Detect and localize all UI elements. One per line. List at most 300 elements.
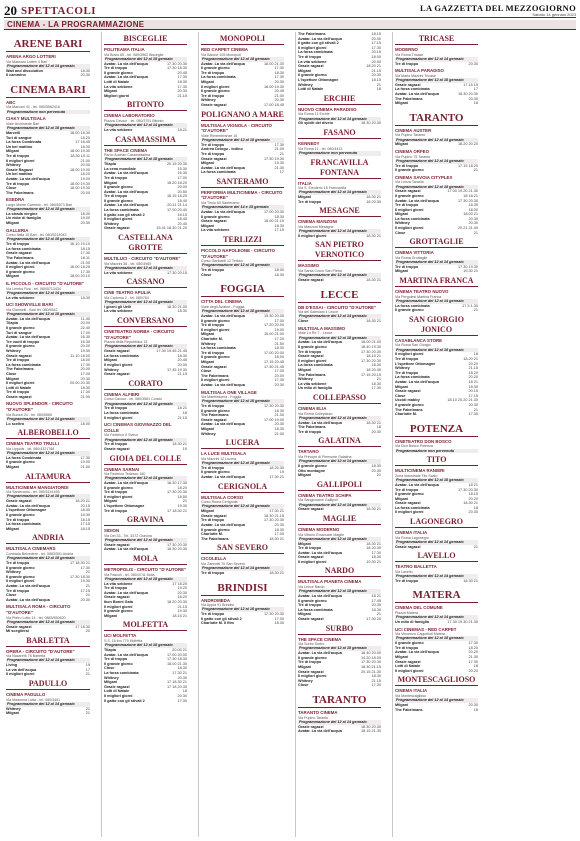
- program-dates: Programmazione del 12 al 14 gennaio: [298, 117, 381, 122]
- film-title: Living: [6, 663, 18, 668]
- film-times: 18.00 21.30: [263, 61, 284, 66]
- film-title: Il migliori giorni: [298, 233, 327, 238]
- film-title: Avatar. La via dell'acqua: [104, 547, 148, 552]
- film-title: Avatar. La via dell'acqua: [201, 165, 245, 170]
- film-title: Il grande giorno: [6, 574, 35, 579]
- cinema-address: Via Bovio 65 - tel. 080/3962 Bisceglie: [104, 52, 164, 57]
- film-title: Grazie ragazzi: [298, 278, 324, 283]
- film-title: Tre di troppo: [6, 181, 30, 186]
- film-times: 17.45: [371, 598, 381, 603]
- film-times: 19.30: [80, 348, 90, 353]
- city-heading: CINEMA BARI: [6, 84, 90, 98]
- film-title: Grazie ragazzi: [104, 595, 130, 600]
- film-title: Avatar. La via dell'acqua: [6, 335, 50, 340]
- film-title: Tre di troppo: [6, 153, 30, 158]
- film-times: 21: [473, 168, 478, 173]
- film-times: 18: [376, 87, 381, 92]
- film-title: Tre di troppo: [104, 406, 128, 411]
- film-title: La strada vergine: [6, 211, 38, 216]
- film-times: 17.30: [468, 412, 478, 417]
- film-row: [395, 510, 478, 515]
- film-times: 21: [85, 706, 90, 711]
- film-times: 20.00 21: [172, 647, 187, 652]
- film-title: Whitney: [298, 377, 313, 382]
- film-times: 17: [279, 170, 284, 175]
- film-title: Il migliori giorni: [298, 358, 327, 363]
- cinema-address: Via Appia 91 Brindisi: [201, 603, 234, 608]
- film-times: 17.15: [371, 41, 381, 46]
- film-title: Il migliori giorni: [104, 217, 133, 222]
- film-title: Grazie ragazzi: [298, 724, 324, 729]
- cinema-address: Piazza Matera: [395, 611, 418, 616]
- film-times: 18.00: [80, 211, 90, 216]
- film-title: Il migliori giorni: [6, 381, 35, 386]
- film-title: Il grande giorno: [201, 89, 230, 94]
- film-times: 18.30 21: [269, 570, 284, 575]
- film-title: The Fabelmans: [201, 413, 229, 418]
- film-title: Milgani: [6, 149, 20, 154]
- film-times: 17: [473, 87, 478, 92]
- film-title: La via dell'acqua: [6, 667, 37, 672]
- film-title: Tre di troppo: [104, 175, 128, 180]
- film-times: 17.30 20.30: [360, 349, 381, 354]
- film-title: Il grande giorno: [395, 402, 424, 407]
- film-title: Avatar. La via dell'acqua: [104, 652, 148, 657]
- film-times: 18.30: [274, 214, 284, 219]
- film-times: 20.30: [371, 603, 381, 608]
- film-times: 20.30: [80, 221, 90, 226]
- film-times: 18.30: [371, 555, 381, 560]
- film-row: [395, 231, 478, 236]
- film-times: 14.20 18.00: [360, 655, 381, 660]
- cinema-name: RED CARPET CINEMA: [201, 47, 249, 52]
- film-title: Il grande giorno: [6, 460, 35, 465]
- program-dates: Programmazione del 12 al 18 gennaio: [201, 607, 284, 612]
- film-times: 18.20: [80, 135, 90, 140]
- film-title: Avatar. La via dell'acqua: [298, 36, 342, 41]
- newspaper-title: LA GAZZETTA DEL MEZZOGIORNO: [419, 3, 576, 13]
- film-title: Close: [298, 319, 309, 324]
- film-title: Milgani: [201, 359, 215, 364]
- film-title: Avatar. La via dell'acqua: [395, 650, 439, 655]
- cinema-name: KENNEDY: [298, 140, 320, 146]
- film-title: Milgani: [298, 665, 312, 669]
- cinema-name: IL PICCOLO - CIRCUITO "D'AUTORE": [6, 281, 85, 286]
- cinema-name: MULTICINEMA MANGIATORDI: [6, 484, 69, 490]
- film-times: 17.00 19.00: [263, 417, 284, 422]
- film-title: L'ispettore Ottomagne: [6, 508, 47, 513]
- film-title: Il grande giorno: [6, 344, 35, 349]
- film-times: 18.30: [274, 527, 284, 532]
- city-heading: CORATO: [104, 379, 187, 390]
- film-times: 17.30 20.30: [166, 542, 187, 547]
- film-times: 18.00: [80, 421, 90, 426]
- city-heading: CERIGNOLA: [201, 482, 284, 493]
- film-title: The Fabelmans: [395, 707, 423, 712]
- film-title: Tre di troppo: [201, 142, 225, 147]
- film-times: 18.20: [177, 485, 187, 490]
- film-times: 17.30 20.30: [166, 490, 187, 495]
- film-row: [298, 560, 381, 565]
- film-title: L'ispettore Ottomagne: [104, 504, 145, 509]
- film-times: 20.30: [177, 675, 187, 680]
- film-times: 18 20.30: [366, 199, 381, 204]
- program-dates: Programmazione del 12 al 18 gennaio: [395, 478, 478, 483]
- film-title: Tre di troppo: [201, 612, 225, 617]
- film-title: Il grande giorno: [104, 485, 133, 490]
- film-title: Avatar. La via dell'acqua: [298, 729, 342, 734]
- film-title: Il grande giorno: [395, 641, 424, 646]
- film-times: 19.30: [80, 579, 90, 584]
- film-row: [6, 395, 90, 400]
- film-times: 20: [85, 629, 90, 634]
- film-title: The Fabelmans: [298, 425, 326, 430]
- cinema-address: Via Lippolis - tel. 080/4321788: [6, 446, 55, 451]
- film-title: Avatar. La via dell'acqua: [201, 61, 245, 66]
- film-title: Avatar. La via dell'acqua: [298, 340, 342, 345]
- film-times: 18.30: [80, 68, 90, 73]
- cinema-address: Via Roma Grottaglie: [395, 255, 428, 260]
- film-title: Tre di troppo: [6, 390, 30, 395]
- film-title: Avatar. La via dell'acqua: [395, 379, 439, 384]
- cinema-name: MULTISALA ROMA - CIRCUITO "D'AUTORE": [6, 604, 71, 615]
- film-times: 18.30: [371, 381, 381, 386]
- film-times: 17.15: [80, 588, 90, 593]
- cinema-address: S.S. 16 km 779 Molfetta: [104, 638, 143, 643]
- film-times: 20.30: [80, 597, 90, 602]
- film-title: Il grande giorno: [104, 661, 133, 666]
- film-title: Tre di troppo: [298, 429, 322, 434]
- cinema-address: Largo Monte Carmelo - tel. 080/5573 Bari: [6, 202, 73, 207]
- film-title: Il grande giorno: [298, 73, 327, 78]
- film-times: 18.30: [177, 309, 187, 314]
- film-title: Marcelli: [6, 130, 21, 135]
- film-times: 21: [376, 612, 381, 617]
- film-times: 20.20: [468, 361, 478, 366]
- cinema-name: CICOLELLA: [201, 556, 227, 562]
- film-times: 20.45: [177, 358, 187, 363]
- film-title: Milgani: [104, 89, 118, 94]
- film-title: Tre di troppo: [298, 660, 322, 665]
- film-title: Charlotte M.: [201, 336, 223, 341]
- film-title: Il migliori giorni: [298, 559, 327, 564]
- film-title: Tre di troppo: [201, 268, 225, 273]
- cinema-address: Viale Archimede Bari: [6, 121, 40, 126]
- cinema-address: Via Principe di Piemonte Galatina: [298, 454, 352, 459]
- film-times: 17.15 19: [463, 82, 478, 87]
- film-title: Whitney: [395, 221, 410, 226]
- cinema-name: CINEMA ITALIA: [395, 688, 428, 694]
- cinema-address: Viale Lo Re 7 - Lecce: [298, 331, 333, 336]
- film-title: Avatar. La via dell'acqua: [104, 171, 148, 176]
- film-title: The Fabelmans: [395, 407, 423, 412]
- film-times: 17.30 20.30: [263, 518, 284, 523]
- city-heading: SAN PIETRO VERNOTICO: [298, 240, 381, 261]
- film-title: Close: [6, 371, 17, 376]
- film-title: Grazie ragazzi: [6, 394, 32, 399]
- film-title: Wait and dissolution: [6, 68, 43, 73]
- cinema-name: MULTICINEMA RANIERI: [395, 468, 445, 474]
- cinema-name: CINETEATRO DON BOSCO: [395, 438, 452, 444]
- film-times: 16.30: [80, 339, 90, 344]
- film-times: 19.30: [177, 609, 187, 614]
- film-times: 18.30: [177, 353, 187, 358]
- film-title: Tre di troppo: [6, 517, 30, 522]
- city-heading: GRAVINA: [104, 515, 187, 526]
- film-title: La vita sebbene: [104, 309, 133, 314]
- film-title: Milgani: [395, 384, 409, 389]
- city-heading: FRANCAVILLA FONTANA: [298, 158, 381, 179]
- cinema-address: Via Lecce Nardo: [298, 585, 325, 590]
- film-title: Il migliori giorni: [104, 362, 133, 367]
- film-title: Tre di troppo: [104, 508, 128, 513]
- cinema-address: Via Giannelli - Bari tel. 080/5542: [6, 307, 58, 312]
- film-times: 17 18 20.30: [166, 684, 187, 689]
- film-times: 17.30: [371, 550, 381, 555]
- film-row: [298, 729, 381, 734]
- cinema-name: CINEMA SARNAI: [104, 466, 140, 472]
- film-row: [201, 273, 284, 278]
- program-dates: Programmazione del 12 al 14 gennaio: [298, 459, 381, 464]
- issue-date: Sabato 14 gennaio 2023: [532, 12, 576, 17]
- film-times: 19.30 21: [463, 269, 478, 274]
- cinema-address: Via Roma Tricase: [395, 52, 424, 57]
- film-title: Grazie ragazzi: [104, 372, 130, 377]
- cinema-name: TARANTO CINEMA: [298, 709, 338, 715]
- program-dates: Programmazione del 12 al 18 gennaio: [6, 237, 90, 242]
- film-times: 21.00: [274, 431, 284, 436]
- film-times: 18.00 19.30: [69, 149, 90, 154]
- film-title: The Fabelmans: [201, 373, 229, 378]
- film-title: Il gatto con gli stivali 2: [201, 616, 242, 621]
- cinema-name: CITTA DEL CINEMA: [201, 299, 242, 305]
- cinema-name: UCI CINEMAS - RED CARPET: [395, 626, 457, 632]
- film-title: Grazie ragazzi: [298, 64, 324, 69]
- film-times: 20.30: [371, 468, 381, 473]
- film-times: 16.15: [177, 212, 187, 217]
- program-dates: Programmazione del 12 al 18 gennaio: [104, 344, 187, 349]
- film-times: 17.30 20.30: [263, 404, 284, 409]
- film-times: 19: [85, 663, 90, 668]
- film-row: [6, 422, 90, 427]
- film-times: 20.30: [274, 422, 284, 427]
- film-times: 17.30 18.30: [166, 66, 187, 71]
- film-title: Milgani: [104, 358, 118, 363]
- cinema-address: Via Roma 11 - tel. 080/4413: [298, 146, 343, 151]
- city-heading: SAN GIORGIO JONICO: [395, 315, 478, 336]
- film-title: Milgani: [298, 541, 312, 546]
- film-times: 21.15: [177, 415, 187, 420]
- film-title: Il migliori giorni: [6, 265, 35, 270]
- program-dates: Programmazione del 12 al 14 gennaio: [298, 503, 381, 508]
- film-times: 18.00 21.00: [360, 340, 381, 345]
- film-times: 20.30: [468, 216, 478, 221]
- film-title: Milgani: [298, 612, 312, 617]
- film-title: Il migliori giorni: [104, 415, 133, 420]
- film-times: 18.00: [468, 207, 478, 212]
- cinema-address: Contrada Belvedere - tel. 0883/551 Andria: [6, 551, 74, 556]
- film-row: [201, 621, 284, 626]
- film-times: 17.00: [274, 616, 284, 621]
- film-row: [395, 620, 478, 625]
- film-row: [395, 62, 478, 67]
- city-heading: MATERA: [395, 589, 478, 603]
- cinema-address: Via Mario Mazzini Tricase: [395, 73, 436, 78]
- film-title: Tre di troppo: [201, 70, 225, 75]
- film-times: 20.00: [80, 190, 90, 195]
- film-times: 17.30 21.45: [263, 364, 284, 369]
- film-title: Tre di troppo: [201, 350, 225, 355]
- film-times: 18.30: [371, 363, 381, 368]
- film-title: Milgani: [6, 465, 20, 470]
- film-title: Whitney: [298, 678, 313, 683]
- film-times: 17: [85, 667, 90, 672]
- city-heading: MARTINA FRANCA: [395, 276, 478, 287]
- film-title: Avatar. La via dell'acqua: [201, 210, 245, 215]
- film-title: Tre di troppo: [6, 560, 30, 565]
- film-title: Uccidi mabby: [395, 398, 420, 403]
- film-times: 17.30 20.30: [360, 660, 381, 665]
- film-times: 17.45 19.30: [166, 367, 187, 372]
- program-dates: Programmazione del 12 al 14 gennaio: [6, 702, 90, 707]
- film-times: 17.15 20.45: [263, 359, 284, 364]
- film-title: The Fabelmans: [6, 190, 34, 195]
- film-row: [395, 101, 478, 106]
- film-times: 18.30: [274, 427, 284, 432]
- film-times: 17 18.30 21: [166, 680, 187, 685]
- film-title: Il grande giorno: [201, 355, 230, 360]
- cinema-name: CINEMA PADULLO: [6, 692, 46, 698]
- film-row: [6, 598, 90, 603]
- cinema-address: Viale Rimembranze 15: [201, 133, 238, 138]
- film-times: 20.30: [274, 98, 284, 103]
- city-heading: BITONTO: [104, 100, 187, 111]
- film-times: 19.30: [177, 504, 187, 509]
- film-title: La forza combinata: [104, 670, 139, 675]
- film-times: 17.30 20.15: [166, 270, 187, 275]
- city-heading: MOLA: [104, 554, 187, 565]
- city-heading: ERCHIE: [298, 94, 381, 105]
- film-title: Il grande giorno: [104, 198, 133, 203]
- listing-column: [392, 32, 480, 837]
- film-title: Milgani: [104, 180, 118, 185]
- cinema-name: CINEMA ORFEO: [395, 148, 429, 154]
- city-heading: GALLIPOLI: [298, 480, 381, 491]
- film-title: Tre di troppo: [395, 578, 419, 583]
- film-times: 20.30: [371, 73, 381, 78]
- film-title: Il grande giorno: [395, 168, 424, 173]
- film-times: 15.41 18.30 21.20: [156, 226, 187, 231]
- film-times: 20.15: [80, 503, 90, 508]
- film-title: La forza combinata: [6, 246, 41, 251]
- film-row: [104, 614, 187, 619]
- film-times: 17.15: [80, 522, 90, 527]
- film-title: Il migliori giorni: [104, 693, 133, 698]
- film-title: Il gatto con gli stivali 2: [298, 41, 339, 46]
- cinema-address: Via Madonna Lotta - tel. 080/3451: [6, 697, 61, 702]
- cinema-address: Via Mazzini 36 - tel. 080/4965: [104, 261, 152, 266]
- film-title: Close: [6, 593, 17, 598]
- film-times: 17.15: [468, 393, 478, 398]
- program-dates: Programmazione del 12 al 14 gennaio: [298, 229, 381, 234]
- film-title: La forza combinata: [298, 50, 333, 55]
- film-times: 18 21: [371, 594, 381, 599]
- film-title: Grazie ragazzi: [395, 82, 421, 87]
- film-times: 20.45: [177, 70, 187, 75]
- cinema-name: MULTISALA VIGNOLA - CIRCUITO "D'AUTORE": [201, 122, 272, 134]
- masthead: [4, 4, 576, 18]
- film-row: [201, 170, 284, 175]
- cinema-address: Via Manfredonia - Foggia: [201, 395, 242, 400]
- city-heading: MOLFETTA: [104, 620, 187, 631]
- program-dates: Programmazione del 12 al 14 gennaio: [6, 64, 90, 69]
- film-title: Tre di troppo: [201, 93, 225, 98]
- city-heading: CONVERSANO: [104, 316, 187, 327]
- city-heading: CASAMASSIMA: [104, 135, 187, 146]
- film-times: 18: [376, 425, 381, 430]
- film-title: Il migliori giorni: [395, 510, 424, 515]
- film-times: 20.21 21.40: [457, 226, 478, 231]
- film-title: Il migliori giorni: [201, 84, 230, 89]
- cinema-address: Via Vittorio Emanuele Maglie: [298, 532, 345, 537]
- film-times: 21.15: [177, 93, 187, 98]
- film-times: 15.20 18.20: [166, 180, 187, 185]
- program-dates: Programmazione del 12 al 18 gennaio: [395, 348, 478, 353]
- cinema-name: POLITEAMA ITALIA: [104, 47, 145, 52]
- listing-column: [198, 32, 286, 837]
- program-dates: Programmazione del 12 al 18 gennaio: [6, 207, 90, 212]
- film-title: Avatar. La via dell'acqua: [201, 475, 245, 480]
- film-times: 20.30: [468, 61, 478, 66]
- film-times: 17.00 20.00: [263, 350, 284, 355]
- film-title: Close: [6, 186, 17, 191]
- film-row: [104, 271, 187, 276]
- film-row: [6, 629, 90, 634]
- film-times: 21: [473, 230, 478, 235]
- listing-column: [101, 32, 189, 837]
- film-title: The Fabelmans: [201, 536, 229, 541]
- cinema-address: Via Tirolo 60 Santeramo: [201, 201, 240, 206]
- film-times: 18.20 21: [463, 357, 478, 361]
- film-title: Il grande giorno: [201, 66, 230, 71]
- film-times: 18.15: [80, 526, 90, 531]
- city-heading: FOGGIA: [201, 283, 284, 297]
- film-title: Migliori giorni: [104, 93, 130, 98]
- film-times: 21: [85, 672, 90, 677]
- film-title: Tre di troppo: [104, 586, 128, 591]
- film-times: 18.00 19.30: [263, 84, 284, 89]
- cinema-address: Via dei Salesiani 4 Lecce: [298, 310, 339, 315]
- cinema-address: Via Pergolesi Martina Franca: [395, 294, 442, 299]
- film-title: Grazie ragazzi: [298, 354, 324, 359]
- film-times: 18 21: [177, 406, 187, 411]
- film-times: 18.30: [274, 408, 284, 413]
- film-title: Grazie ragazzi: [298, 669, 324, 674]
- film-times: 21.00: [274, 147, 284, 152]
- film-times: 17.30: [80, 390, 90, 395]
- film-title: The Fabelmans: [298, 32, 326, 36]
- film-title: Grazie ragazzi: [395, 389, 421, 394]
- cinema-address: Via Vincenzo Cappelluti Matera: [395, 632, 446, 637]
- film-times: 17.30 19.45 21.45: [156, 349, 187, 354]
- film-times: 17.30: [371, 45, 381, 50]
- cinema-address: Via Roma Collepasso: [298, 411, 333, 416]
- film-row: [298, 278, 381, 283]
- program-dates: Programmazione del 12 al 18 gennaio: [201, 263, 284, 268]
- film-title: Grazie ragazzi: [298, 555, 324, 560]
- cinema-name: CINEMA ITALIA: [395, 530, 428, 536]
- film-title: Il grande giorno: [6, 513, 35, 517]
